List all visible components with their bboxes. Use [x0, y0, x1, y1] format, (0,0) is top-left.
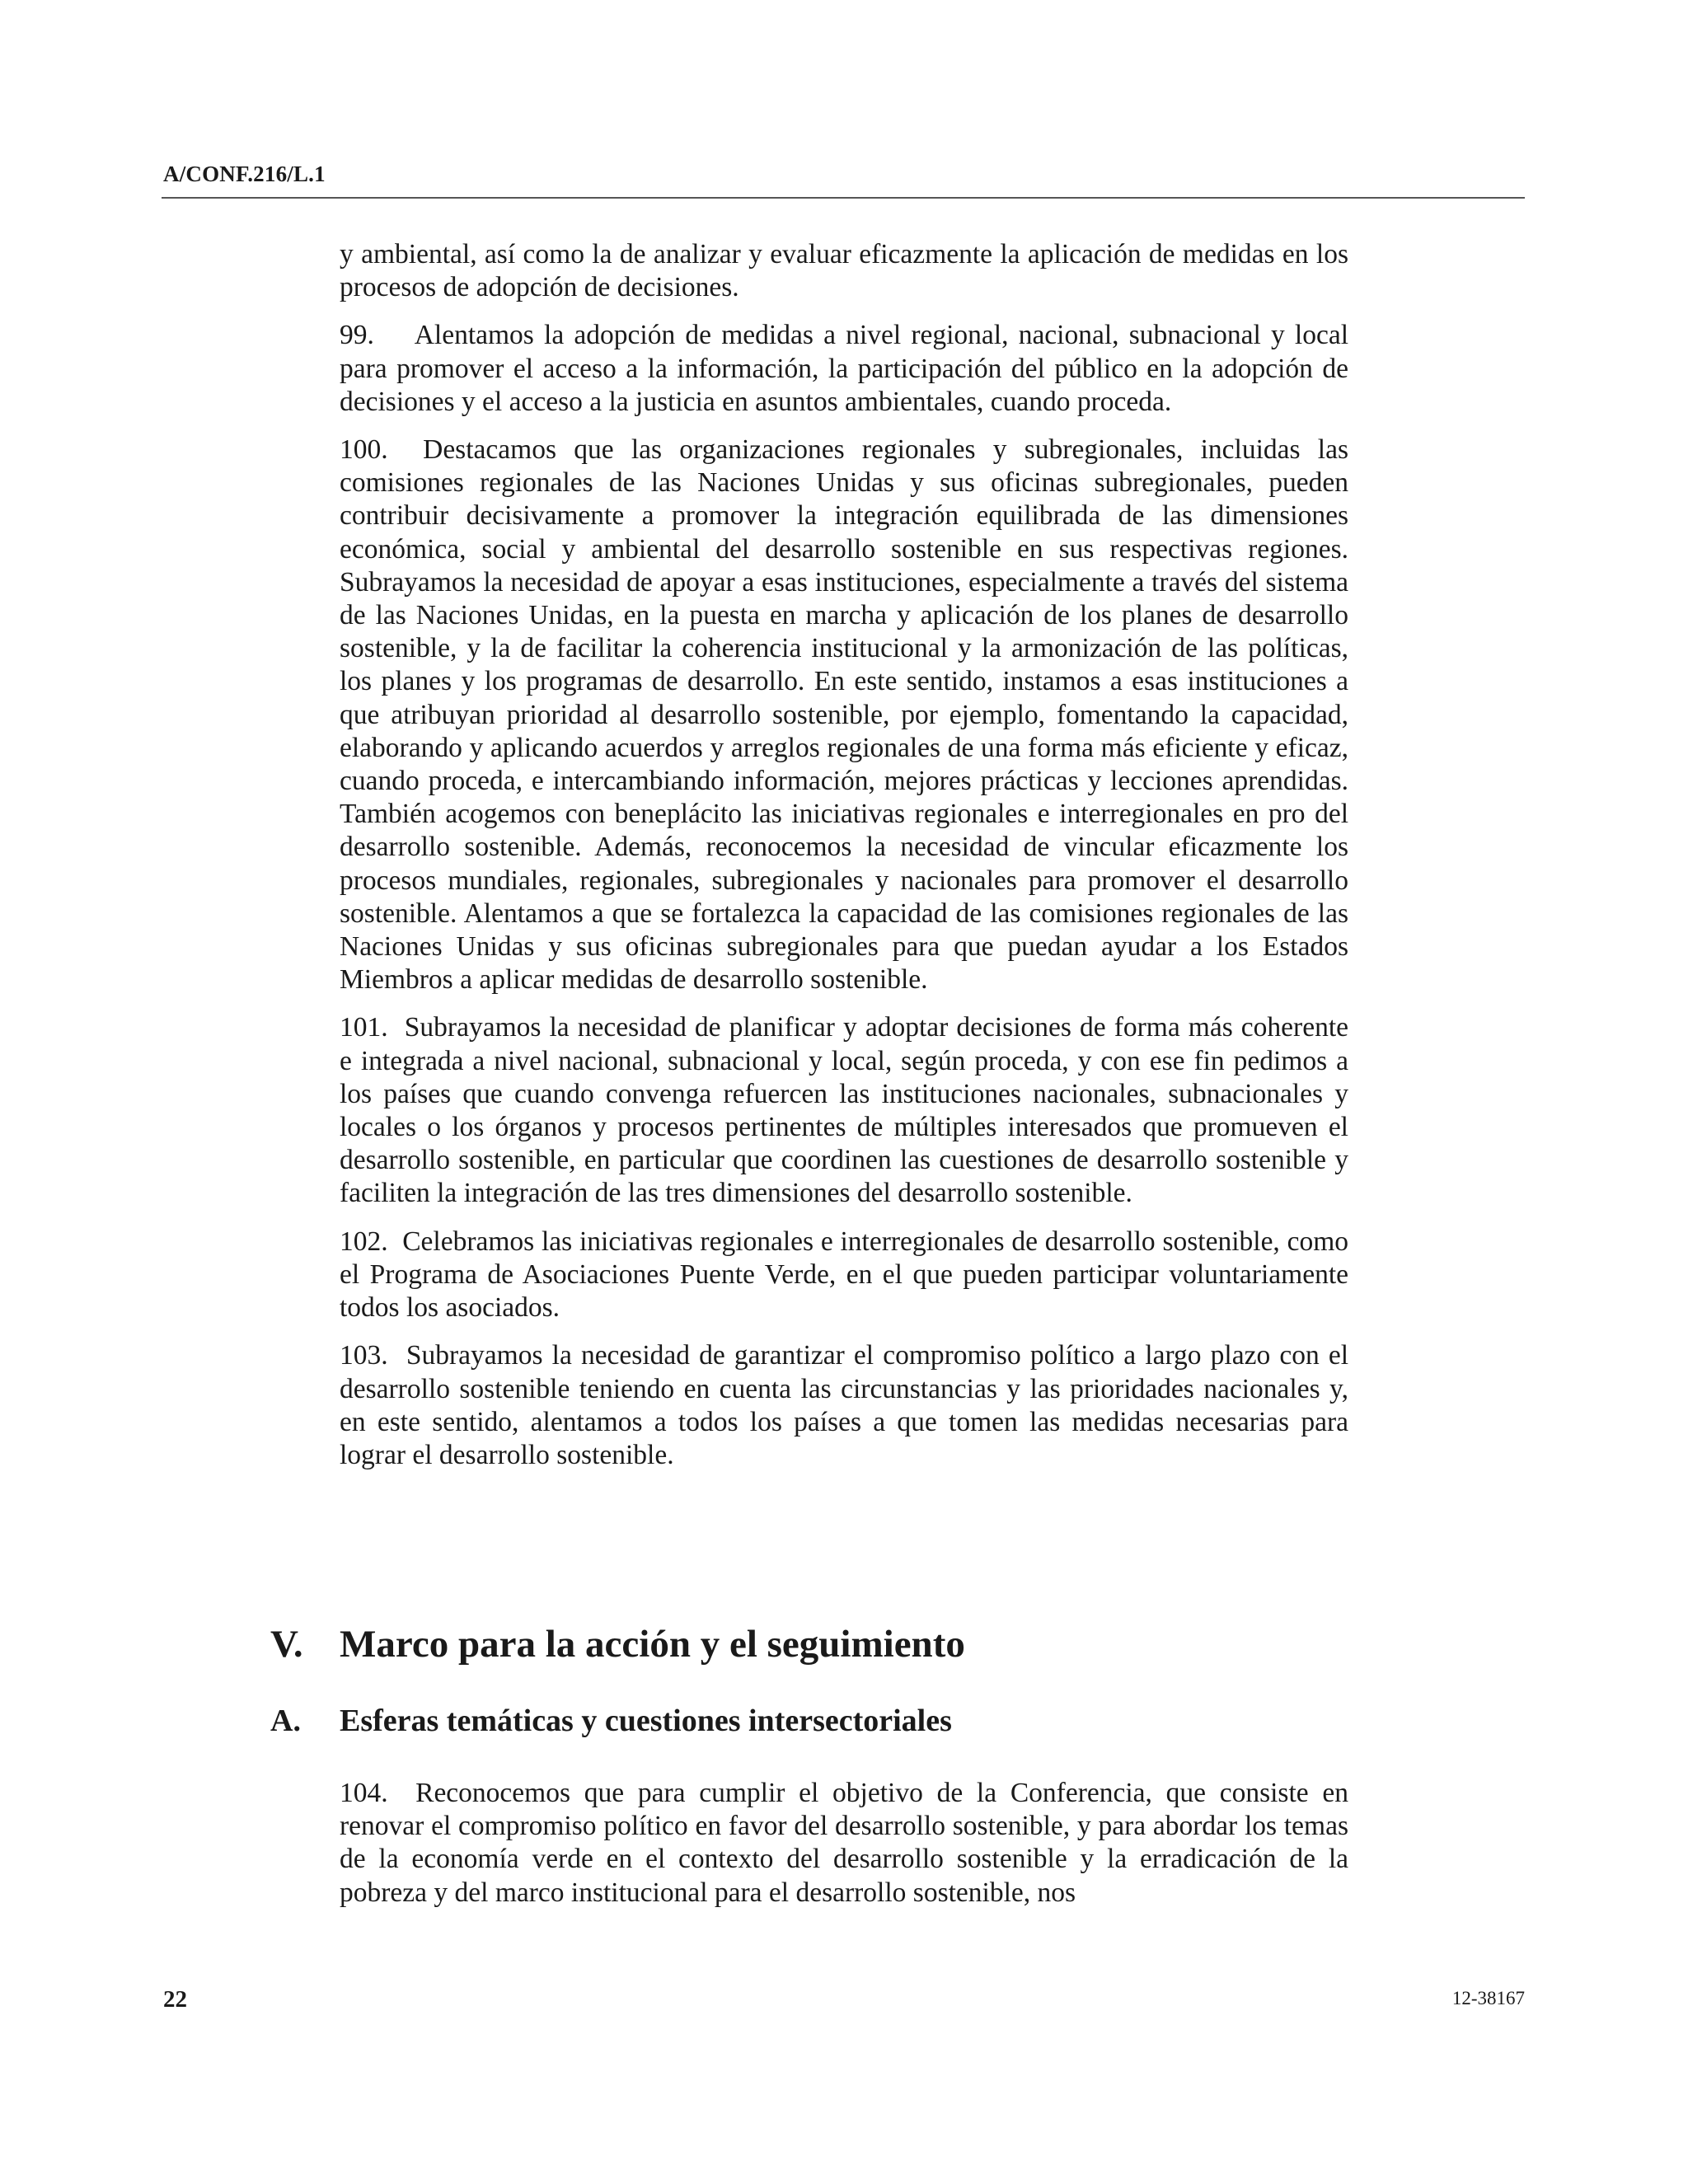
- paragraph-100: [340, 434, 1348, 996]
- paragraph-104: [340, 1777, 1348, 1910]
- paragraph-text: Reconocemos que para cumplir el objetivo de la Conferencia, que consiste en renovar el compromiso político en favor del desarrollo sostenible, y para abordar los temas de la economía verde en el contexto del desarrollo sostenible y la erradicación de la pobreza y del marco institucional para el desarrollo sostenible, nos: [340, 1778, 1348, 1908]
- paragraph-text: Alentamos la adopción de medidas a nivel regional, nacional, subnacional y local para promover el acceso a la información, la participación del público en la adopción de decisiones y el acceso a la justicia en asuntos ambientales, cuando proceda.: [340, 320, 1349, 417]
- header-rule: [162, 197, 1525, 199]
- paragraph-number: 104.: [340, 1778, 388, 1808]
- section-label: V.: [270, 1623, 303, 1666]
- paragraph-102: [340, 1226, 1348, 1325]
- body-text-top: [340, 238, 1348, 1487]
- document-symbol: A/CONF.216/L.1: [163, 162, 326, 186]
- subsection-label: A.: [270, 1704, 301, 1738]
- paragraph-text: y ambiental, así como la de analizar y evaluar eficazmente la aplicación de medidas en los procesos de adopción de decisiones.: [340, 239, 1348, 303]
- paragraph-number: 99.: [340, 320, 374, 351]
- paragraph-101: [340, 1011, 1348, 1210]
- paragraph-text: Subrayamos la necesidad de garantizar el compromiso político a largo plazo con el desarrollo sostenible teniendo en cuenta las circunstancias y las prioridades nacionales y, en este sentido, alentamos a todos los países a que tomen las medidas necesarias para lograr el desarrollo sostenible.: [340, 1340, 1348, 1470]
- section-heading: [270, 1622, 965, 1666]
- paragraph-text: Subrayamos la necesidad de planificar y adoptar decisiones de forma más coherente e integrada a nivel nacional, subnacional y local, según proceda, y con ese fin pedimos a los países que cuando convenga refuercen las instituciones nacionales, subnacionales y locales o los órganos y procesos pertinentes de múltiples interesados que promueven el desarrollo sostenible, en particular que coordinen las cuestiones de desarrollo sostenible y faciliten la integración de las tres dimensiones del desarrollo sostenible.: [340, 1012, 1348, 1209]
- section-title: Marco para la acción y el seguimiento: [340, 1623, 965, 1666]
- paragraph-continuation: [340, 238, 1348, 304]
- paragraph-103: [340, 1339, 1348, 1472]
- page-number: 22: [163, 1986, 187, 2013]
- subsection-heading: [270, 1703, 952, 1739]
- paragraph-number: 102.: [340, 1226, 388, 1257]
- body-text-bottom: [340, 1777, 1348, 1924]
- paragraph-number: 101.: [340, 1012, 388, 1043]
- paragraph-99: [340, 319, 1348, 419]
- document-number: 12-38167: [1451, 1988, 1525, 2008]
- paragraph-number: 100.: [340, 434, 388, 466]
- paragraph-text: Celebramos las iniciativas regionales e interregionales de desarrollo sostenible, como el Programa de Asociaciones Puente Verde, en el que pueden participar voluntariamente todos los asociados.: [340, 1226, 1349, 1324]
- paragraph-text: Destacamos que las organizaciones regionales y subregionales, incluidas las comisiones regionales de las Naciones Unidas y sus oficinas subregionales, pueden contribuir decisivamente a promover la integración equilibrada de las dimensiones económica, social y ambiental del desarrollo sostenible en sus respectivas regiones. Subrayamos la necesidad de apoyar a esas instituciones, especialmente a través del sistema de las Naciones Unidas, en la puesta en marcha y aplicación de los planes de desarrollo sostenible, y la de facilitar la coherencia institucional y la armonización de las políticas, los planes y los programas de desarrollo. En este sentido, instamos a esas instituciones a que atribuyan prioridad al desarrollo sostenible, por ejemplo, fomentando la capacidad, elaborando y aplicando acuerdos y arreglos regionales de una forma más eficiente y eficaz, cuando proceda, e intercambiando información, mejores prácticas y lecciones aprendidas. También acogemos con beneplácito las iniciativas regionales e interregionales en pro del desarrollo sostenible. Además, reconocemos la necesidad de vincular eficazmente los procesos mundiales, regionales, subregionales y nacionales para promover el desarrollo sostenible. Alentamos a que se fortalezca la capacidad de las comisiones regionales de las Naciones Unidas y sus oficinas subregionales para que puedan ayudar a los Estados Miembros a aplicar medidas de desarrollo sostenible.: [340, 434, 1348, 996]
- subsection-title: Esferas temáticas y cuestiones intersectoriales: [340, 1704, 952, 1738]
- paragraph-number: 103.: [340, 1340, 388, 1371]
